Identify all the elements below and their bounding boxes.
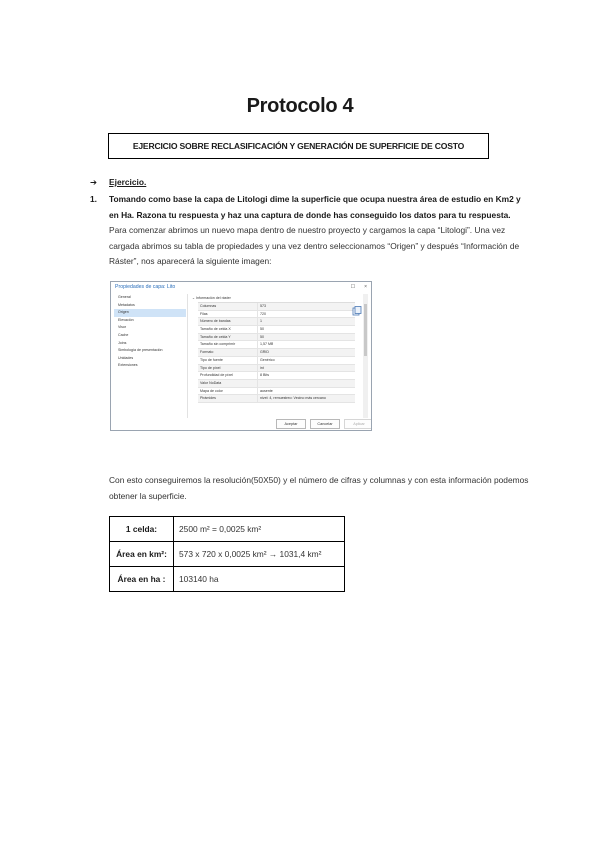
dialog-buttons — [276, 419, 372, 429]
table-value: 573 x 720 x 0,0025 km² → 1031,4 km² — [174, 542, 345, 567]
dialog-nav-item: Extensiones — [118, 363, 138, 368]
dialog-divider — [187, 294, 188, 418]
dialog-nav-item: General — [118, 295, 131, 299]
table-key: Área en km²: — [110, 542, 174, 567]
section-bullet — [90, 177, 146, 187]
dialog-nav-item: Simbología de presentación — [118, 348, 163, 353]
grid-row: Profundidad de píxel 8 Bits — [198, 372, 355, 380]
dialog-nav-item: Elevación — [118, 317, 134, 322]
dialog-nav-item: Unidades — [118, 355, 134, 360]
table-row — [110, 542, 345, 567]
grid-row: Columnas 573 — [198, 303, 355, 311]
dialog-nav-item: Joins — [118, 340, 127, 345]
dialog-title: Propiedades de capa: Lito — [115, 284, 176, 290]
arrow-icon: ➔ — [90, 177, 98, 187]
grid-row: Tamaño sin comprimir 1,57 MB — [198, 341, 355, 349]
ok-button: Aceptar — [276, 419, 306, 429]
grid-row: Tamaño de celda Y 50 — [198, 334, 355, 342]
table-value: 103140 ha — [174, 567, 345, 592]
apply-button: Aplicar — [344, 419, 372, 429]
dialog-nav-item-selected: Origen — [114, 309, 186, 317]
table-row — [110, 517, 345, 542]
grid-row: Número de bandas 1 — [198, 318, 355, 326]
question-1 — [90, 192, 530, 270]
layer-properties-dialog-screenshot — [110, 281, 372, 431]
cancel-button: Cancelar — [310, 419, 340, 429]
table-key: Área en ha : — [110, 567, 174, 592]
question-number: 1. — [90, 194, 97, 204]
question-text: Tomando como base la capa de Litologi dime la superficie que ocupa nuestra área de estudio en Km2 y en Ha. Razona tu respuesta y haz una captura de donde has conseguido los datos para tu respuesta. — [109, 194, 521, 220]
dialog-nav-item: Visor — [118, 325, 127, 330]
dialog-titlebar — [111, 282, 371, 292]
table-row — [110, 567, 345, 592]
table-value: 2500 m² = 0,0025 km² — [174, 517, 345, 542]
close-icon: × — [364, 284, 367, 290]
scrollbar — [363, 294, 368, 418]
grid-row: Valor NoData — [198, 380, 355, 388]
exercise-subtitle-box — [108, 133, 489, 159]
grid-row: Formato GRID — [198, 349, 355, 357]
grid-row: Tipo de píxel int — [198, 365, 355, 373]
area-table — [109, 516, 345, 592]
copy-icon — [352, 306, 362, 316]
dialog-nav — [114, 294, 186, 370]
exercise-subtitle: EJERCICIO SOBRE RECLASIFICACIÓN Y GENERACIÓN DE SUPERFICIE DE COSTO — [132, 141, 465, 151]
grid-row: Pirámides nivel: 4, remuestreo: Vecino más cercano — [198, 395, 355, 403]
dialog-nav-item: Metadatos — [118, 302, 135, 307]
answer-intro: Para comenzar abrimos un nuevo mapa dentro de nuestro proyecto y cargamos la capa “Litologi”. Una vez cargada abrimos su tabla de propiedades y una vez dentro seleccionamos “Origen” y después “Información de Ráster”, nos aparecerá la siguiente imagen: — [109, 225, 520, 266]
grid-row: Filas 720 — [198, 311, 355, 319]
grid-row: Tipo de fuente Genérico — [198, 357, 355, 365]
page-title: Protocolo 4 — [246, 95, 354, 117]
raster-info-header: ⌄ Información del ráster — [192, 296, 231, 300]
section-label: Ejercicio. — [109, 177, 147, 187]
table-key: 1 celda: — [110, 517, 174, 542]
dialog-nav-item: Cache — [118, 332, 129, 337]
grid-row: Mapa de color ausente — [198, 388, 355, 396]
raster-info-grid — [198, 302, 355, 403]
maximize-icon: ☐ — [350, 284, 356, 290]
grid-row: Tamaño de celda X 50 — [198, 326, 355, 334]
raster-info-panel — [190, 294, 368, 403]
conclusion-paragraph: Con esto conseguiremos la resolución(50X50) y el número de cifras y columnas y con esta información podemos obtener la superficie. — [109, 475, 529, 501]
